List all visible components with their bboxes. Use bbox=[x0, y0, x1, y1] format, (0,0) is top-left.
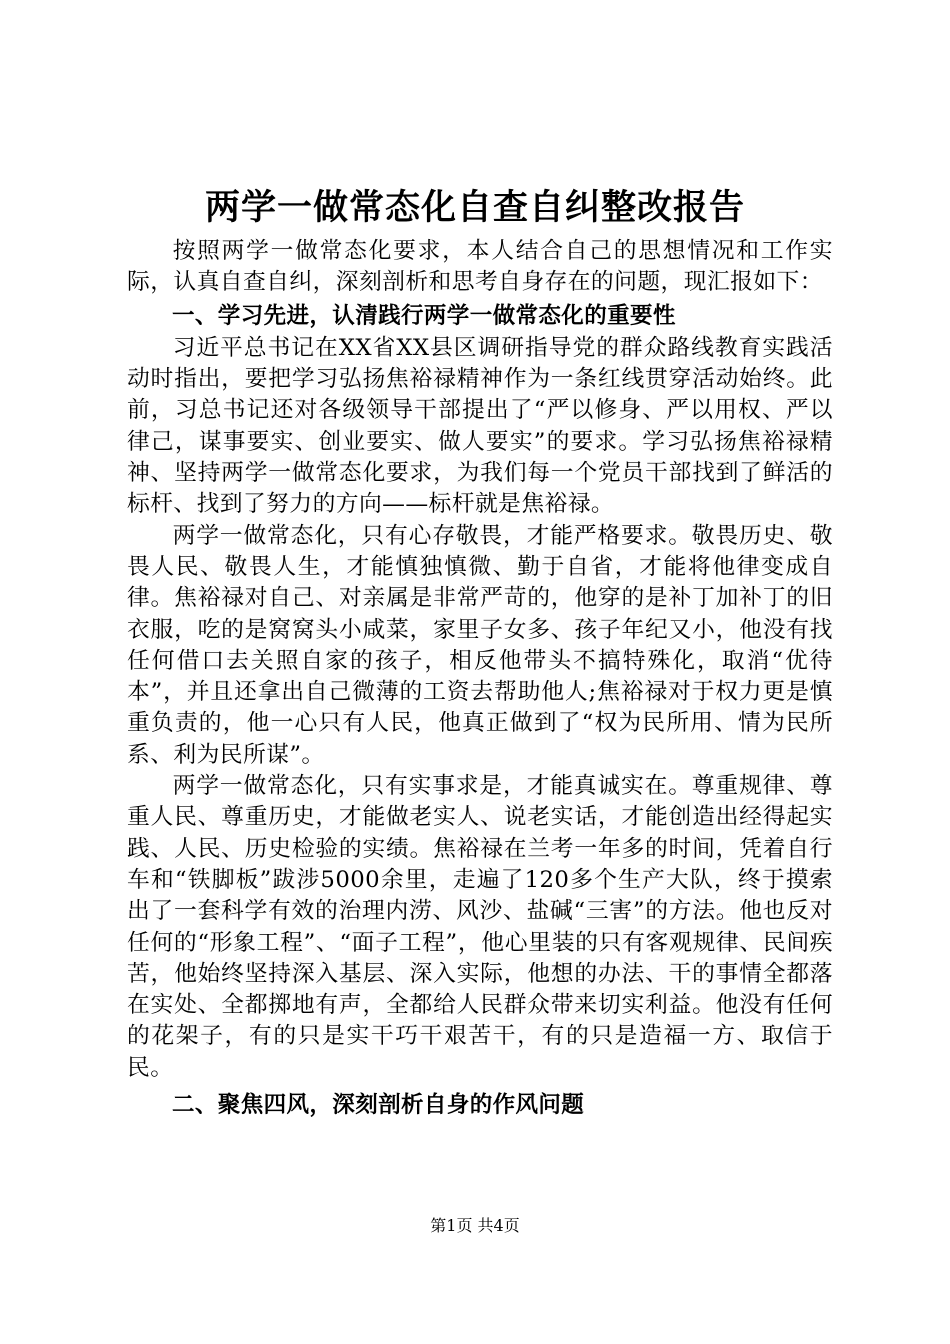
section-heading-2: 二、聚焦四风，深刻剖析自身的作风问题 bbox=[172, 1092, 585, 1119]
page-footer: 第1页 共4页 bbox=[430, 1216, 520, 1235]
body-paragraph-2: 两学一做常态化，只有心存敬畏，才能严格要求。敬畏历史、敬畏人民、敬畏人生，才能慎独慎微、勤于自省，才能将他律变成自律。焦裕禄对自己、对亲属是非常严苛的，他穿的是补丁加补丁的旧衣服，吃的是窝窝头小咸菜，家里子女多、孩子年纪又小，他没有找任何借口去关照自家的孩子，相反他带头不搞特殊化，取消“优待本”，并且还拿出自己微薄的工资去帮助他人;焦裕禄对于权力更是慎重负责的，他一心只有人民，他真正做到了“权为民所用、情为民所系、利为民所谋”。 bbox=[127, 522, 833, 768]
intro-paragraph: 按照两学一做常态化要求，本人结合自己的思想情况和工作实际，认真自查自纠，深刻剖析和思考自身存在的问题，现汇报如下： bbox=[127, 238, 833, 296]
document-title: 两学一做常态化自查自纠整改报告 bbox=[204, 188, 745, 228]
body-paragraph-1: 习近平总书记在XX省XX县区调研指导党的群众路线教育实践活动时指出，要把学习弘扬焦裕禄精神作为一条红线贯穿活动始终。此前，习总书记还对各级领导干部提出了“严以修身、严以用权、严以律己，谋事要实、创业要实、做人要实”的要求。学习弘扬焦裕禄精神、坚持两学一做常态化要求，为我们每一个党员干部找到了鲜活的标杆、找到了努力的方向——标杆就是焦裕禄。 bbox=[127, 334, 833, 518]
document-body bbox=[127, 236, 833, 1122]
section-heading-1: 一、学习先进，认清践行两学一做常态化的重要性 bbox=[172, 302, 676, 329]
body-paragraph-3: 两学一做常态化，只有实事求是，才能真诚实在。尊重规律、尊重人民、尊重历史，才能做老实人、说老实话，才能创造出经得起实践、人民、历史检验的实绩。焦裕禄在兰考一年多的时间，凭着自行车和“铁脚板”跋涉5000余里，走遍了120多个生产大队，终于摸索出了一套科学有效的治理内涝、风沙、盐碱“三害”的方法。他也反对任何的“形象工程”、“面子工程”，他心里装的只有客观规律、民间疾苦，他始终坚持深入基层、深入实际，他想的办法、干的事情全都落在实处、全都掷地有声，全都给人民群众带来切实利益。他没有任何的花架子，有的只是实干巧干艰苦干，有的只是造福一方、取信于民。 bbox=[127, 773, 833, 1081]
